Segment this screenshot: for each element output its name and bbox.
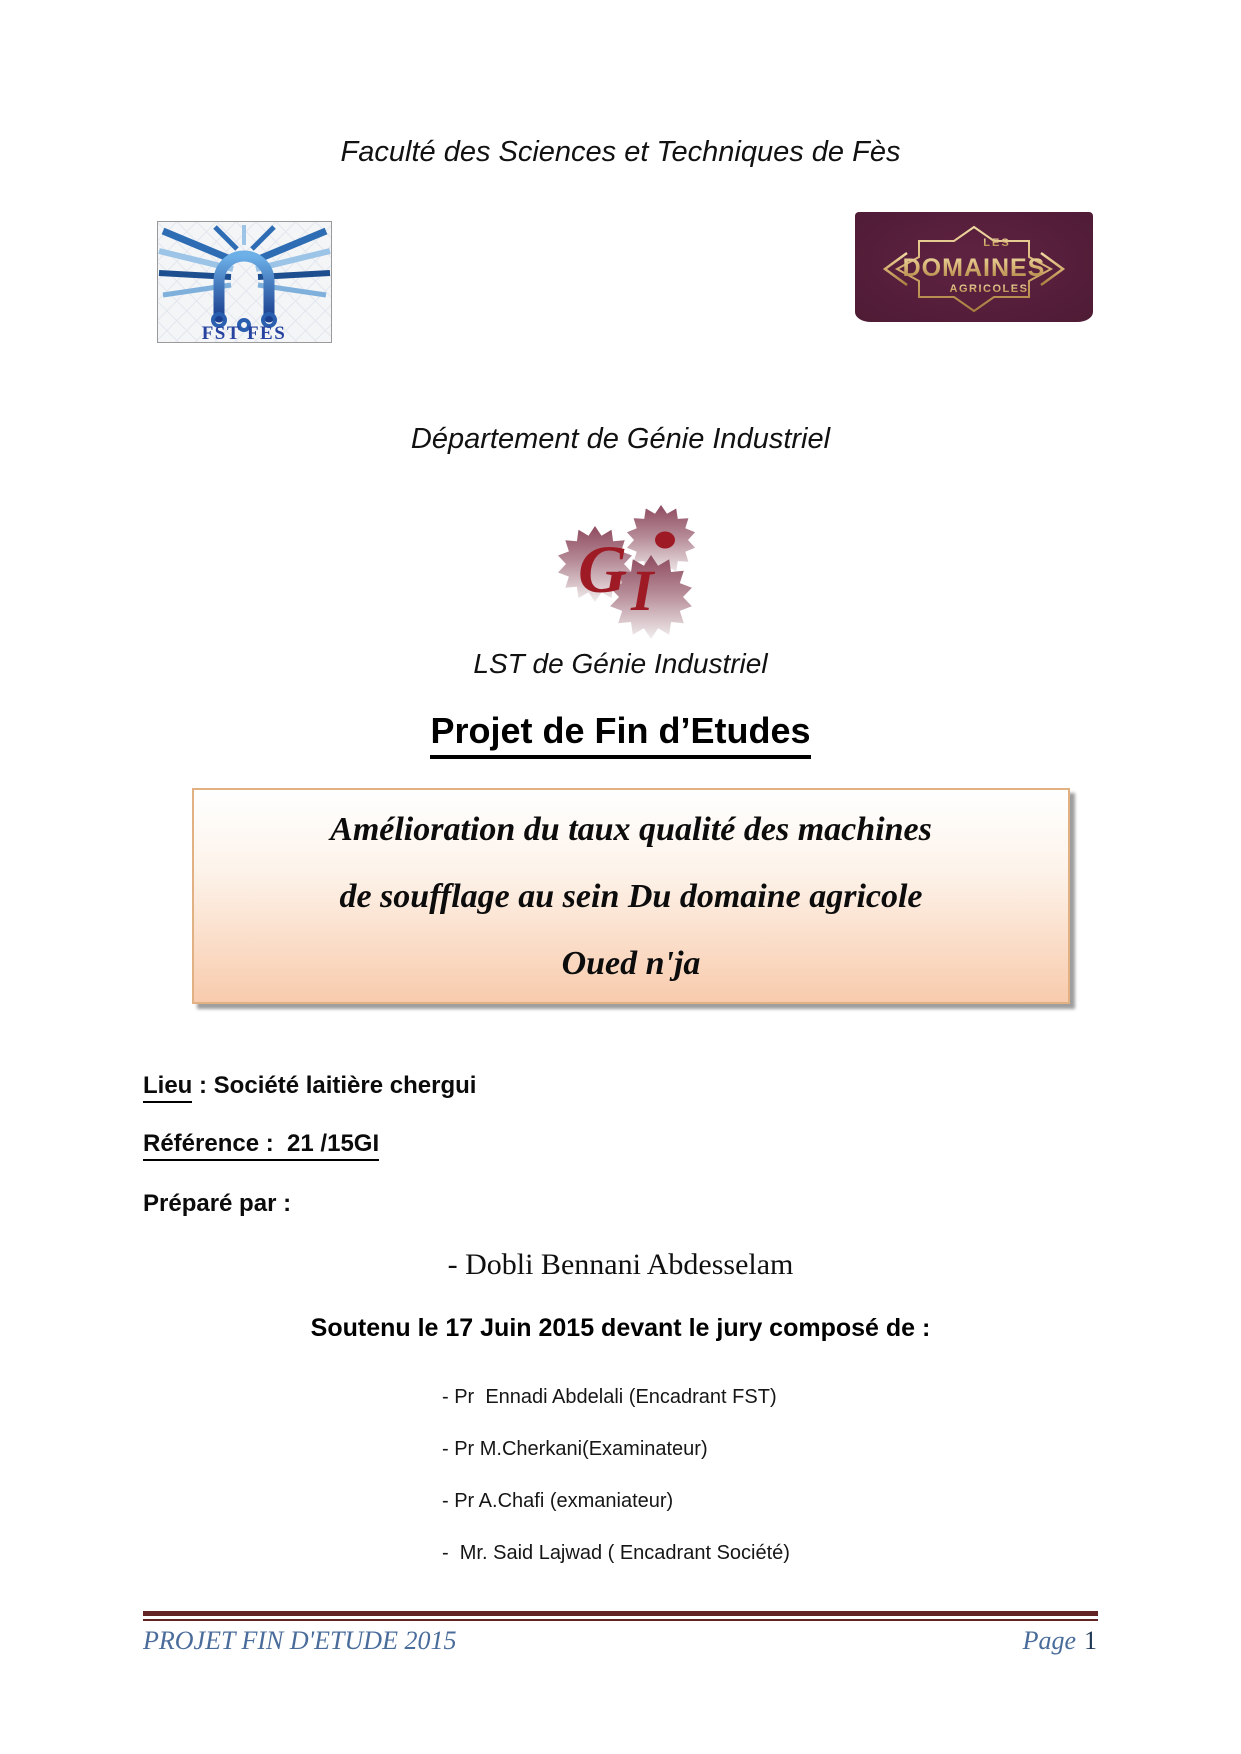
doc-type-title — [0, 710, 1241, 759]
footer-page-indicator — [1023, 1626, 1097, 1656]
fst-fes-caption: FST FES — [201, 323, 287, 343]
reference-value: Référence : 21 /15GI — [143, 1130, 379, 1161]
location-label: Lieu — [143, 1072, 192, 1103]
fst-fes-logo-graphic — [157, 221, 332, 343]
footer-rule-thin — [143, 1619, 1098, 1621]
project-title-line: Amélioration du taux qualité des machines — [330, 811, 932, 848]
jury-member: - Pr Ennadi Abdelali (Encadrant FST) — [442, 1386, 777, 1408]
gi-letter-i: I — [631, 558, 654, 623]
gi-dot-icon — [655, 532, 675, 549]
domaines-agricoles-text: AGRICOLES — [949, 283, 1029, 295]
domaines-agricoles-logo — [855, 212, 1093, 322]
reference-line — [143, 1130, 379, 1161]
footer-rule-thick — [143, 1611, 1098, 1616]
author-name: - Dobli Bennani Abdesselam — [447, 1248, 794, 1281]
domaines-les-text: LES — [983, 237, 1011, 249]
jury-member: - Mr. Said Lajwad ( Encadrant Société) — [442, 1542, 790, 1564]
fst-arch-icon — [213, 256, 275, 330]
doc-type-title-text: Projet de Fin d’Etudes — [430, 710, 810, 759]
gi-logo-graphic — [553, 502, 703, 642]
domaines-main-text: DOMAINES — [902, 254, 1046, 282]
footer-page-label: Page — [1022, 1626, 1076, 1655]
faculty-title: Faculté des Sciences et Techniques de Fès — [340, 136, 901, 168]
gi-letter-g: G — [578, 531, 628, 607]
defense-line: Soutenu le 17 Juin 2015 devant le jury composé de : — [310, 1314, 931, 1342]
project-title-box — [192, 788, 1070, 1004]
fst-fes-logo — [157, 221, 332, 343]
program-title: LST de Génie Industriel — [473, 648, 768, 679]
project-title-line: de soufflage au sein Du domaine agricole — [339, 878, 923, 915]
genie-industriel-logo — [553, 502, 703, 642]
project-title-line: Oued n'ja — [561, 945, 701, 982]
location-line — [143, 1072, 476, 1103]
department-title: Département de Génie Industriel — [410, 423, 831, 455]
footer-title: PROJET FIN D'ETUDE 2015 — [143, 1626, 457, 1655]
jury-member: - Pr M.Cherkani(Examinateur) — [442, 1438, 708, 1460]
domaines-logo-graphic — [855, 212, 1093, 322]
prepared-by-label: Préparé par : — [143, 1190, 292, 1217]
footer-page-number: 1 — [1084, 1626, 1097, 1655]
jury-member: - Pr A.Chafi (exmaniateur) — [442, 1490, 674, 1512]
location-value: : Société laitière chergui — [192, 1072, 477, 1099]
